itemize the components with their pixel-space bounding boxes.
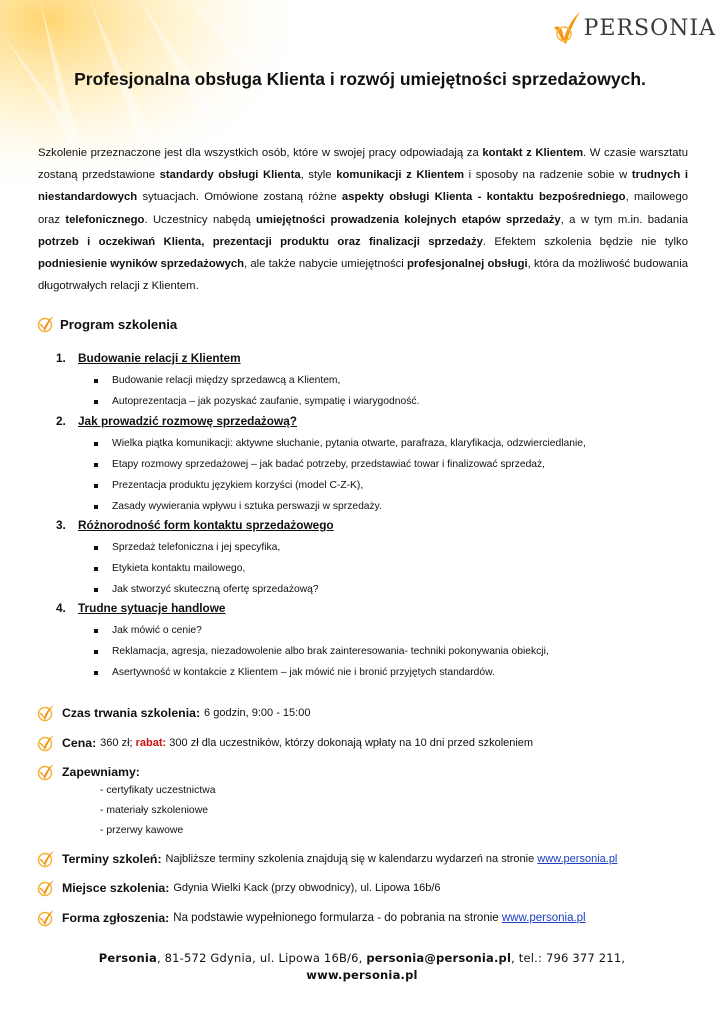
duration-label: Czas trwania szkolenia:	[62, 706, 201, 720]
intro-run: . W czasie warsztatu zostaną przedstawione	[38, 147, 688, 182]
intro-run: aspekty obsługi Klienta - kontaktu bezpośredniego	[341, 191, 626, 204]
section-number: 3.	[56, 518, 66, 532]
section-title: Trudne sytuacje handlowe	[78, 601, 226, 615]
footer-email[interactable]: personia@personia.pl	[366, 951, 512, 965]
dates-link[interactable]: www.personia.pl	[537, 853, 618, 865]
place-value: Gdynia Wielki Kack (przy obwodnicy), ul. Lipowa 16b/6	[173, 882, 441, 894]
bullet-item	[96, 480, 363, 491]
price-label: Cena:	[62, 736, 97, 750]
bullet-text: Prezentacja produktu językiem korzyści (model C-Z-K),	[112, 480, 364, 491]
form-link[interactable]: www.personia.pl	[501, 912, 586, 924]
intro-run: kontakt z Klientem	[482, 147, 584, 159]
bullet-text: Reklamacja, agresja, niezadowolenie albo brak zainteresowania- techniki pokonywania obiekcji,	[112, 646, 549, 657]
intro-run: , mailowego oraz	[38, 191, 689, 226]
bullet-text: Wielka piątka komunikacji: aktywne słuchanie, pytania otwarte, parafraza, klaryfikacja, odzwierciedlanie,	[112, 438, 586, 449]
bullet-item	[96, 667, 495, 678]
intro-run: standardy obsługi Klienta	[159, 169, 301, 182]
check-icon	[36, 849, 56, 869]
intro-run: podniesienie wyników sprzedażowych	[38, 258, 245, 271]
intro-run: trudnych i niestandardowych	[38, 169, 688, 204]
footer-address: , 81-572 Gdynia, ul. Lipowa 16B/6,	[156, 951, 367, 965]
logo-check-icon	[550, 10, 582, 46]
price-value: 360 zł;	[100, 737, 133, 749]
provide-label: Zapewniamy:	[62, 765, 140, 779]
rabat-label: rabat:	[135, 737, 167, 749]
dates-label: Terminy szkoleń:	[62, 852, 162, 866]
section-number: 4.	[56, 601, 66, 615]
provide-row	[36, 762, 144, 782]
intro-paragraph	[38, 142, 688, 297]
bullet-item	[96, 625, 202, 636]
bullet-text: Autoprezentacja – jak pozyskać zaufanie, sympatię i wiarygodność.	[112, 396, 420, 407]
check-icon	[36, 762, 56, 782]
intro-run: , style	[300, 169, 337, 182]
intro-run: telefonicznego	[65, 213, 145, 226]
dates-value: Najbliższe terminy szkolenia znajdują się w kalendarzu wydarzeń na stronie	[165, 853, 538, 865]
intro-run: , która da możliwość budowania długotrwałych relacji z Klientem.	[38, 258, 689, 293]
program-section-title	[56, 518, 334, 532]
duration-value: 6 godzin, 9:00 - 15:00	[204, 707, 311, 719]
section-number: 1.	[56, 351, 66, 365]
duration-row	[36, 703, 310, 723]
check-icon	[36, 878, 56, 898]
place-row	[36, 878, 441, 898]
intro-run: umiejętności prowadzenia kolejnych etapów sprzedaży	[256, 213, 561, 226]
price-row	[36, 733, 533, 753]
bullet-item	[96, 396, 419, 407]
place-label: Miejsce szkolenia:	[62, 881, 170, 895]
check-icon	[36, 908, 56, 928]
footer-web[interactable]: www.personia.pl	[306, 968, 418, 982]
bullet-item	[96, 542, 280, 553]
provide-item: - certyfikaty uczestnictwa	[100, 785, 216, 796]
bullet-text: Jak stworzyć skuteczną ofertę sprzedażową?	[112, 584, 319, 595]
bullet-item	[96, 459, 545, 470]
check-icon	[36, 703, 56, 723]
check-icon	[36, 733, 56, 753]
intro-run: potrzeb i oczekiwań Klienta, prezentacji produktu oraz finalizacji sprzedaży	[38, 235, 483, 248]
program-section-title	[56, 414, 297, 428]
form-label: Forma zgłoszenia:	[62, 911, 170, 925]
bullet-item	[96, 563, 245, 574]
intro-run: , a w tym m.in. badania	[560, 213, 688, 226]
bullet-item	[96, 375, 340, 386]
section-number: 2.	[56, 414, 66, 428]
bullet-item	[96, 501, 382, 512]
bullet-item	[96, 646, 549, 657]
bullet-text: Asertywność w kontakcie z Klientem – jak mówić nie i bronić przyjętych standardów.	[112, 667, 495, 678]
check-icon	[36, 314, 56, 334]
footer-company: Personia	[98, 951, 157, 965]
page-title: Profesjonalna obsługa Klienta i rozwój umiejętności sprzedażowych.	[74, 69, 646, 89]
bullet-text: Sprzedaż telefoniczna i jej specyfika,	[112, 542, 281, 553]
intro-run: komunikacji z Klientem	[336, 169, 465, 182]
program-heading: Program szkolenia	[36, 314, 177, 334]
intro-run: i sposoby na radzenie sobie w	[464, 169, 632, 182]
program-section-title	[56, 351, 241, 365]
footer	[0, 950, 724, 984]
bullet-text: Etapy rozmowy sprzedażowej – jak badać potrzeby, przedstawiać towar i finalizować sprzedaż,	[112, 459, 546, 470]
logo-text: PERSONIA	[583, 15, 716, 41]
program-section-title	[56, 601, 226, 615]
intro-run: sytuacjach. Omówione zostaną różne	[137, 191, 342, 204]
rabat-value: 300 zł dla uczestników, którzy dokonają wpłaty na 10 dni przed szkoleniem	[169, 737, 534, 749]
footer-phone: , tel.: 796 377 211,	[511, 951, 626, 965]
bullet-item	[96, 438, 586, 449]
intro-run: profesjonalnej obsługi	[407, 258, 528, 271]
provide-item: - przerwy kawowe	[100, 825, 184, 836]
bullet-text: Etykieta kontaktu mailowego,	[112, 563, 246, 574]
section-title: Budowanie relacji z Klientem	[78, 351, 241, 365]
form-row	[36, 908, 586, 928]
dates-row	[36, 849, 617, 869]
bullet-item	[96, 584, 319, 595]
intro-run: . Uczestnicy nabędą	[144, 213, 257, 226]
bullet-text: Jak mówić o cenie?	[112, 625, 202, 636]
section-title: Jak prowadzić rozmowę sprzedażową?	[78, 414, 297, 428]
form-value: Na podstawie wypełnionego formularza - do pobrania na stronie	[173, 912, 502, 924]
section-title: Różnorodność form kontaktu sprzedażowego	[78, 518, 334, 532]
intro-run: , ale także nabycie umiejętności	[244, 258, 408, 271]
provide-item: - materiały szkoleniowe	[100, 805, 208, 816]
bullet-text: Zasady wywierania wpływu i sztuka perswazji w sprzedaży.	[112, 501, 382, 512]
personia-logo	[550, 10, 716, 46]
bullet-text: Budowanie relacji między sprzedawcą a Klientem,	[112, 375, 341, 386]
intro-run: Szkolenie przeznaczone jest dla wszystkich osób, które w swojej pracy odpowiadają za	[38, 147, 483, 159]
intro-run: . Efektem szkolenia będzie nie tylko	[482, 235, 688, 248]
